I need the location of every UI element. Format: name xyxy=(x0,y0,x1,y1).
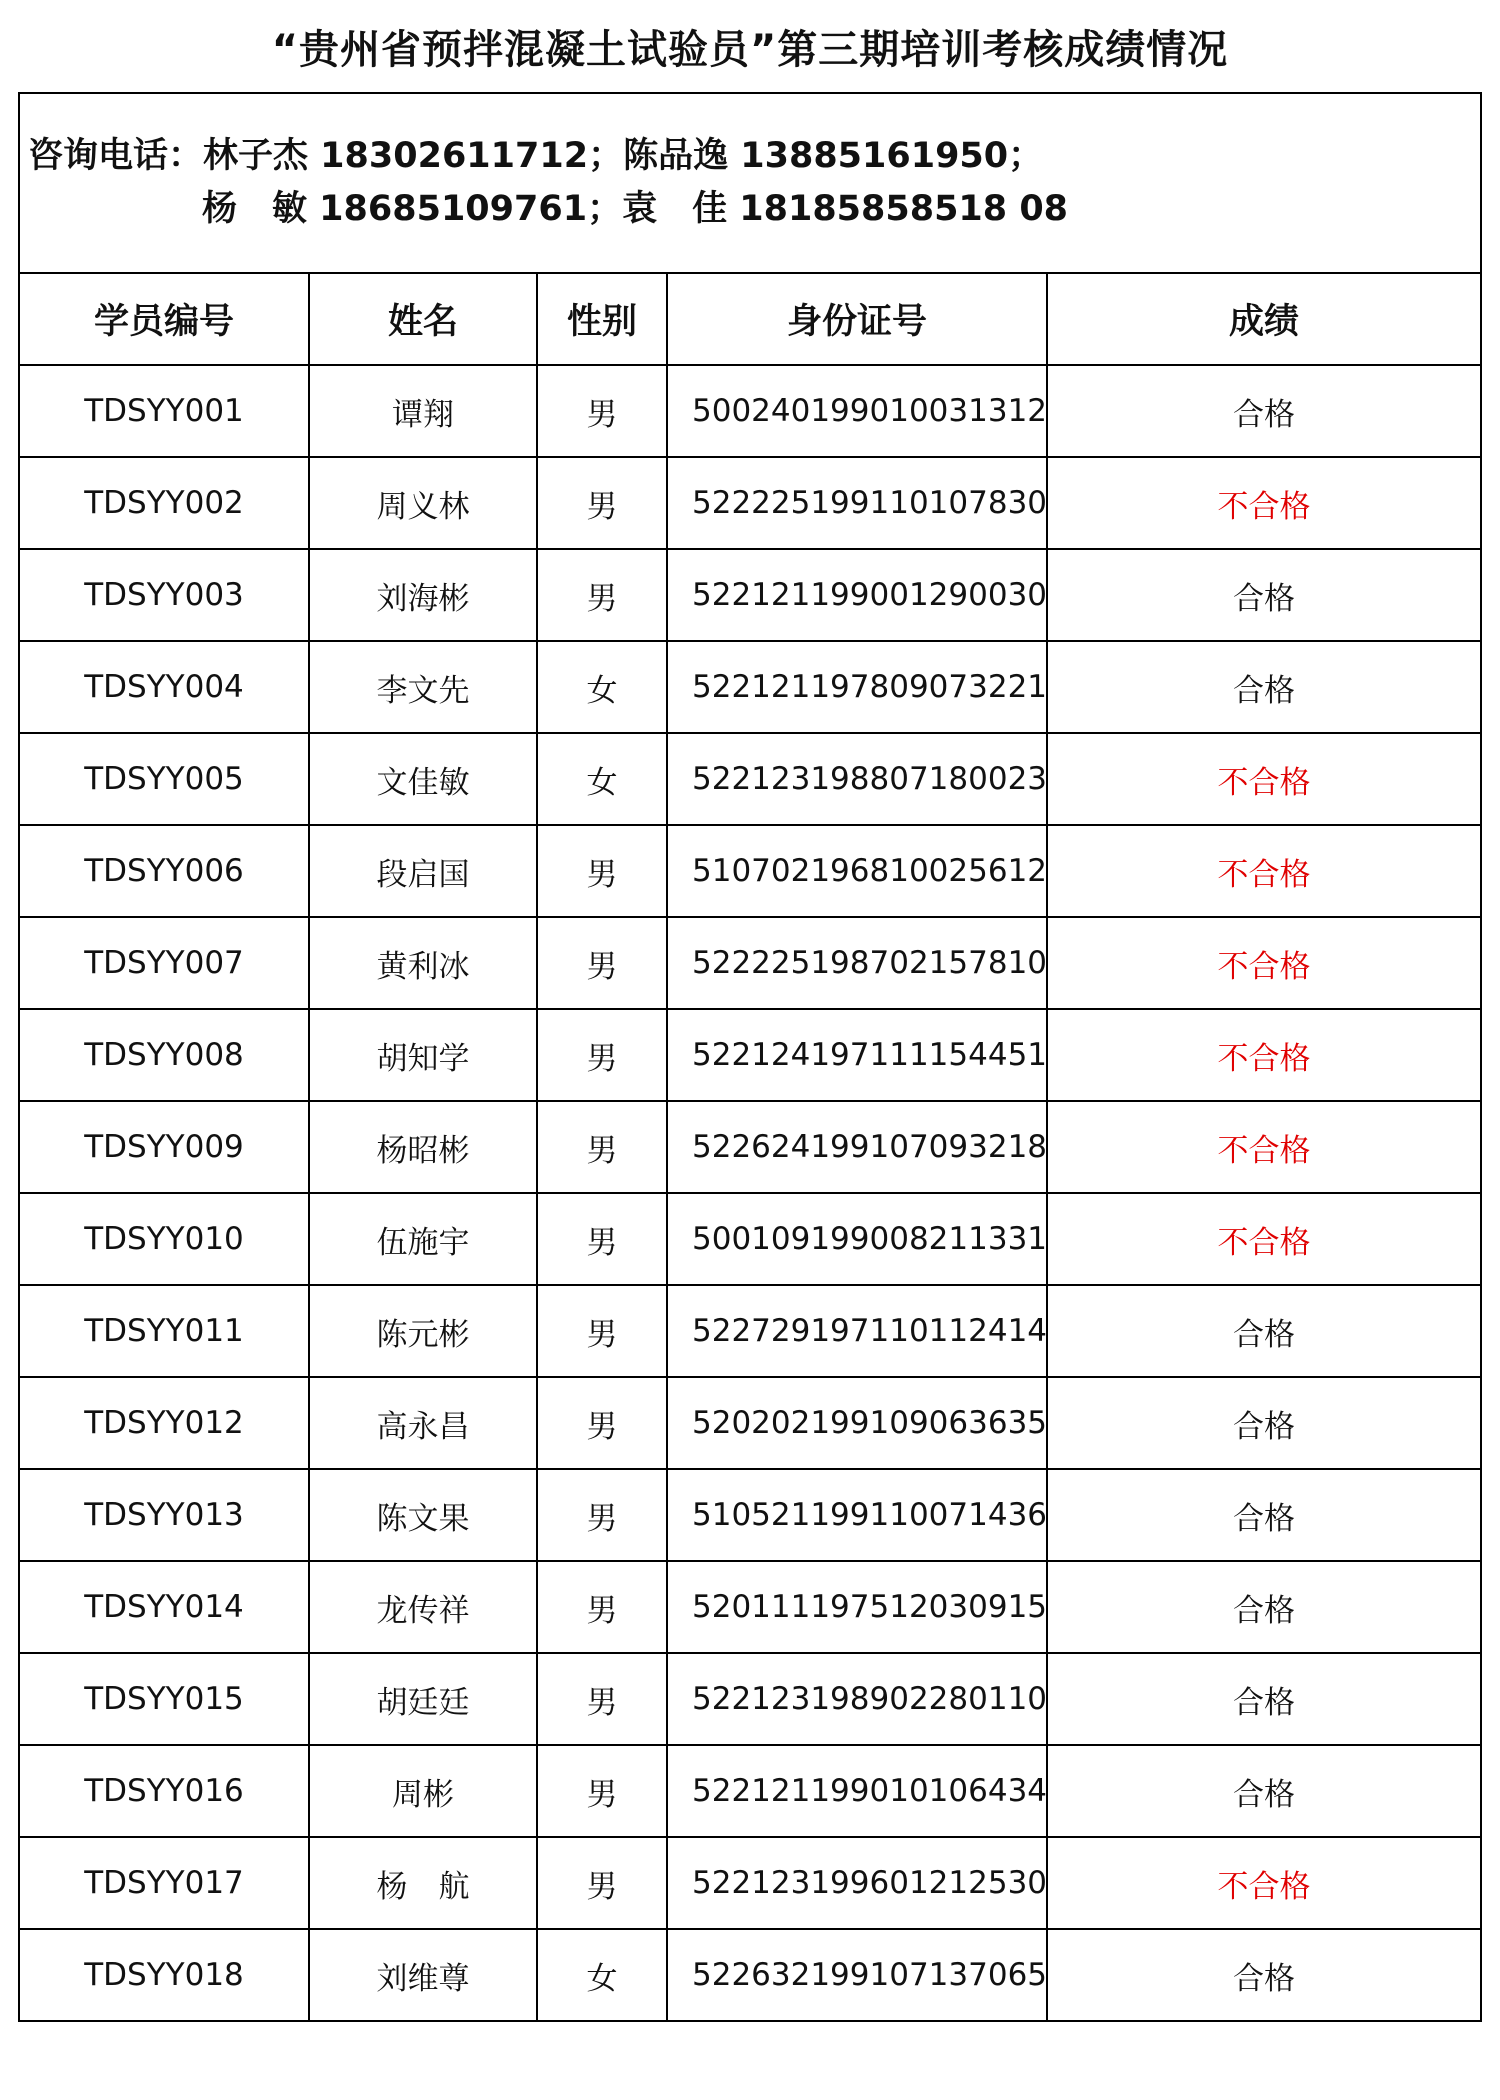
cell-name: 杨昭彬 xyxy=(309,1101,537,1193)
cell-id-card: 510521199110071436 xyxy=(667,1469,1047,1561)
cell-student-id: TDSYY007 xyxy=(19,917,309,1009)
cell-id-card: 522123199601212530 xyxy=(667,1837,1047,1929)
table-row xyxy=(19,1653,1481,1745)
cell-gender: 女 xyxy=(537,641,667,733)
cell-name: 胡廷廷 xyxy=(309,1653,537,1745)
cell-name: 周彬 xyxy=(309,1745,537,1837)
cell-result: 不合格 xyxy=(1047,917,1481,1009)
header-student-id: 学员编号 xyxy=(19,273,309,365)
cell-id-card: 520202199109063635 xyxy=(667,1377,1047,1469)
cell-gender: 男 xyxy=(537,1745,667,1837)
cell-id-card: 522225198702157810 xyxy=(667,917,1047,1009)
cell-gender: 男 xyxy=(537,1193,667,1285)
table-row xyxy=(19,549,1481,641)
cell-name: 伍施宇 xyxy=(309,1193,537,1285)
cell-student-id: TDSYY009 xyxy=(19,1101,309,1193)
cell-name: 李文先 xyxy=(309,641,537,733)
cell-student-id: TDSYY012 xyxy=(19,1377,309,1469)
cell-gender: 男 xyxy=(537,1837,667,1929)
cell-student-id: TDSYY010 xyxy=(19,1193,309,1285)
cell-gender: 男 xyxy=(537,365,667,457)
cell-student-id: TDSYY003 xyxy=(19,549,309,641)
contact-row xyxy=(19,93,1481,273)
score-table xyxy=(18,92,1482,2022)
table-row xyxy=(19,641,1481,733)
cell-result: 不合格 xyxy=(1047,1101,1481,1193)
table-row xyxy=(19,1193,1481,1285)
table-row xyxy=(19,1561,1481,1653)
cell-student-id: TDSYY017 xyxy=(19,1837,309,1929)
cell-id-card: 522123198902280110 xyxy=(667,1653,1047,1745)
cell-result: 合格 xyxy=(1047,641,1481,733)
cell-result: 不合格 xyxy=(1047,1837,1481,1929)
contact-line-1: 咨询电话：林子杰 18302611712；陈品逸 13885161950； xyxy=(28,136,1044,176)
cell-gender: 男 xyxy=(537,825,667,917)
cell-result: 不合格 xyxy=(1047,1009,1481,1101)
table-row xyxy=(19,733,1481,825)
cell-student-id: TDSYY014 xyxy=(19,1561,309,1653)
cell-id-card: 500240199010031312 xyxy=(667,365,1047,457)
cell-name: 陈元彬 xyxy=(309,1285,537,1377)
contact-info xyxy=(19,93,1481,273)
table-row xyxy=(19,457,1481,549)
table-row xyxy=(19,1009,1481,1101)
cell-id-card: 522632199107137065 xyxy=(667,1929,1047,2021)
cell-student-id: TDSYY015 xyxy=(19,1653,309,1745)
cell-result: 合格 xyxy=(1047,1653,1481,1745)
cell-name: 杨 航 xyxy=(309,1837,537,1929)
cell-result: 合格 xyxy=(1047,365,1481,457)
cell-id-card: 522121197809073221 xyxy=(667,641,1047,733)
cell-gender: 女 xyxy=(537,733,667,825)
cell-result: 合格 xyxy=(1047,1377,1481,1469)
cell-id-card: 522124197111154451 xyxy=(667,1009,1047,1101)
table-row xyxy=(19,1837,1481,1929)
cell-student-id: TDSYY011 xyxy=(19,1285,309,1377)
cell-name: 文佳敏 xyxy=(309,733,537,825)
cell-id-card: 522121199010106434 xyxy=(667,1745,1047,1837)
cell-gender: 男 xyxy=(537,1101,667,1193)
document-title: “贵州省预拌混凝土试验员”第三期培训考核成绩情况 xyxy=(271,27,1229,73)
cell-name: 胡知学 xyxy=(309,1009,537,1101)
table-row xyxy=(19,1745,1481,1837)
cell-gender: 男 xyxy=(537,917,667,1009)
cell-id-card: 522729197110112414 xyxy=(667,1285,1047,1377)
table-row xyxy=(19,825,1481,917)
cell-id-card: 522225199110107830 xyxy=(667,457,1047,549)
cell-id-card: 522121199001290030 xyxy=(667,549,1047,641)
cell-id-card: 500109199008211331 xyxy=(667,1193,1047,1285)
cell-result: 不合格 xyxy=(1047,733,1481,825)
cell-student-id: TDSYY016 xyxy=(19,1745,309,1837)
cell-result: 不合格 xyxy=(1047,457,1481,549)
cell-name: 刘维尊 xyxy=(309,1929,537,2021)
table-row xyxy=(19,365,1481,457)
cell-id-card: 522624199107093218 xyxy=(667,1101,1047,1193)
cell-gender: 女 xyxy=(537,1929,667,2021)
table-row xyxy=(19,1101,1481,1193)
cell-student-id: TDSYY004 xyxy=(19,641,309,733)
cell-result: 不合格 xyxy=(1047,825,1481,917)
cell-gender: 男 xyxy=(537,1377,667,1469)
table-row xyxy=(19,1285,1481,1377)
cell-result: 合格 xyxy=(1047,1469,1481,1561)
cell-gender: 男 xyxy=(537,1561,667,1653)
cell-result: 合格 xyxy=(1047,1929,1481,2021)
cell-result: 合格 xyxy=(1047,1745,1481,1837)
table-row xyxy=(19,917,1481,1009)
cell-id-card: 520111197512030915 xyxy=(667,1561,1047,1653)
cell-gender: 男 xyxy=(537,457,667,549)
cell-id-card: 510702196810025612 xyxy=(667,825,1047,917)
cell-gender: 男 xyxy=(537,1009,667,1101)
cell-result: 不合格 xyxy=(1047,1193,1481,1285)
cell-name: 段启国 xyxy=(309,825,537,917)
cell-student-id: TDSYY002 xyxy=(19,457,309,549)
cell-student-id: TDSYY018 xyxy=(19,1929,309,2021)
cell-gender: 男 xyxy=(537,1285,667,1377)
cell-name: 周义林 xyxy=(309,457,537,549)
contact-line-2: 杨 敏 18685109761；袁 佳 18185858518 08 xyxy=(202,189,1069,229)
cell-student-id: TDSYY013 xyxy=(19,1469,309,1561)
table-header-row xyxy=(19,273,1481,365)
cell-result: 合格 xyxy=(1047,1561,1481,1653)
cell-name: 高永昌 xyxy=(309,1377,537,1469)
cell-name: 刘海彬 xyxy=(309,549,537,641)
cell-result: 合格 xyxy=(1047,549,1481,641)
cell-name: 黄利冰 xyxy=(309,917,537,1009)
header-gender: 性别 xyxy=(537,273,667,365)
cell-id-card: 522123198807180023 xyxy=(667,733,1047,825)
cell-name: 陈文果 xyxy=(309,1469,537,1561)
cell-student-id: TDSYY001 xyxy=(19,365,309,457)
table-row xyxy=(19,1377,1481,1469)
cell-student-id: TDSYY005 xyxy=(19,733,309,825)
cell-gender: 男 xyxy=(537,1653,667,1745)
table-row xyxy=(19,1929,1481,2021)
cell-student-id: TDSYY006 xyxy=(19,825,309,917)
header-id-card: 身份证号 xyxy=(667,273,1047,365)
table-row xyxy=(19,1469,1481,1561)
cell-result: 合格 xyxy=(1047,1285,1481,1377)
cell-name: 谭翔 xyxy=(309,365,537,457)
header-name: 姓名 xyxy=(309,273,537,365)
cell-student-id: TDSYY008 xyxy=(19,1009,309,1101)
cell-name: 龙传祥 xyxy=(309,1561,537,1653)
cell-gender: 男 xyxy=(537,1469,667,1561)
cell-gender: 男 xyxy=(537,549,667,641)
header-result: 成绩 xyxy=(1047,273,1481,365)
